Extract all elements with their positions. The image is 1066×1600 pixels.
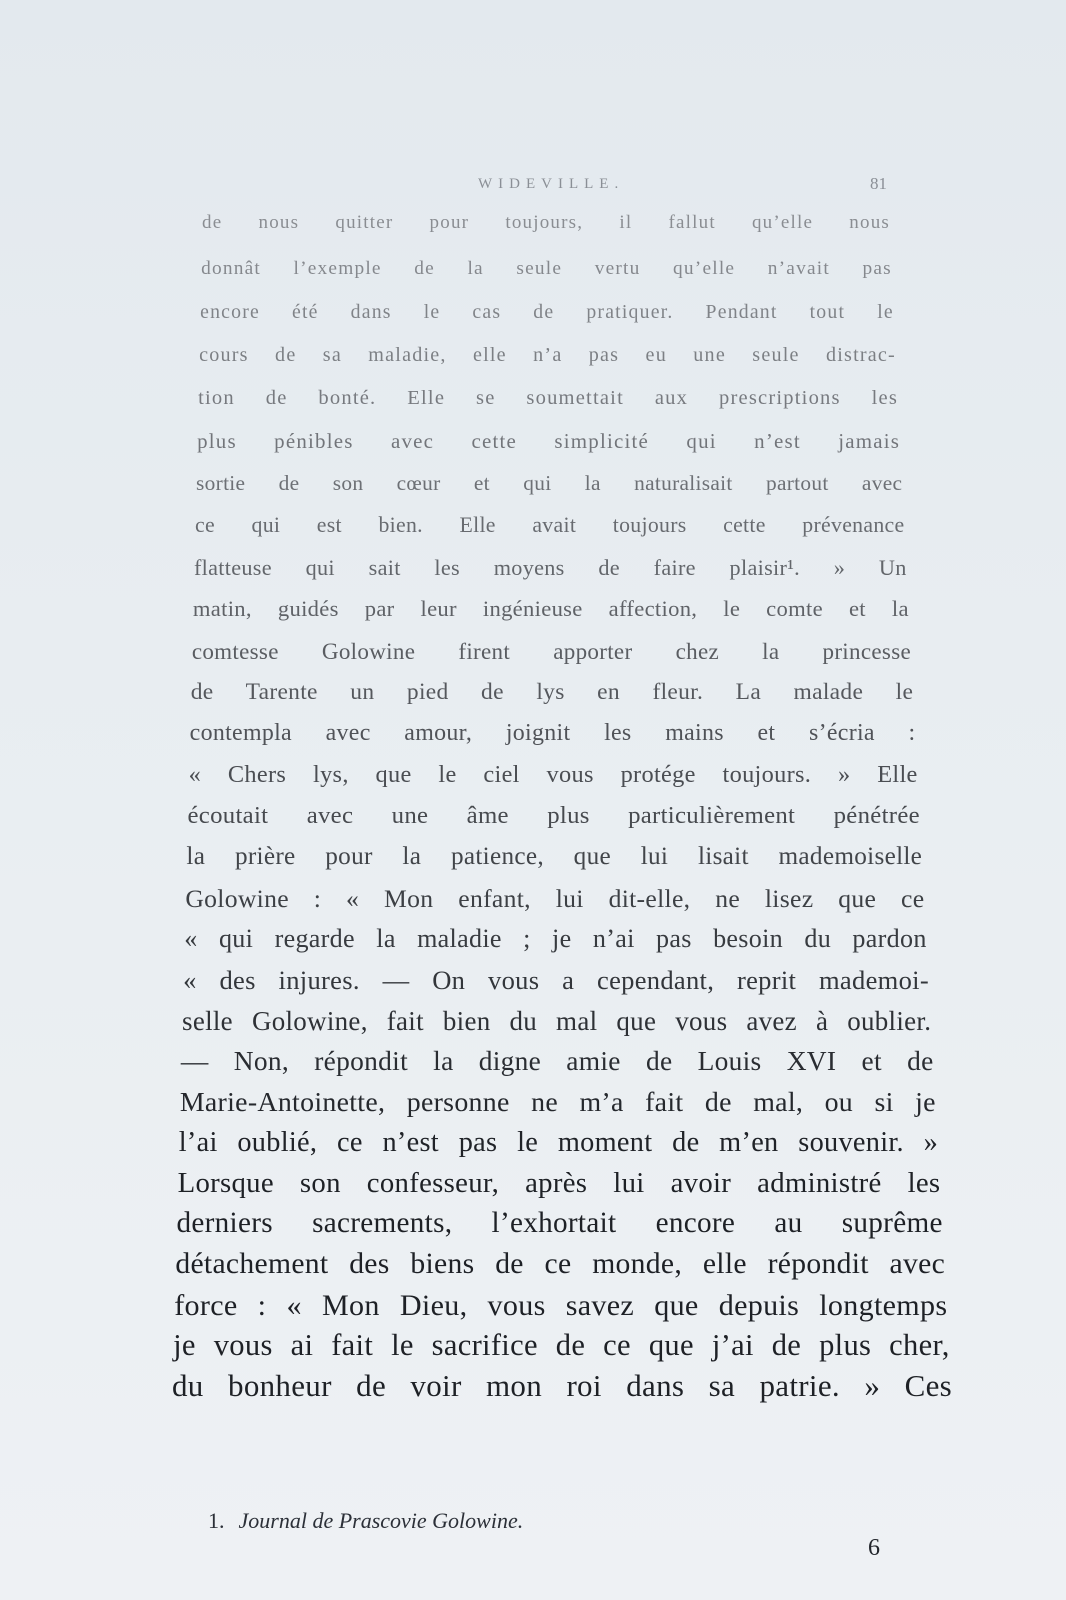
body-line: sortie de son cœur et qui la naturalisait partout avec	[196, 471, 903, 496]
body-line: encore été dans le cas de pratiquer. Pendant tout le	[200, 301, 894, 324]
body-line: ce qui est bien. Elle avait toujours cette prévenance	[195, 513, 905, 538]
body-line: selle Golowine, fait bien du mal que vous avez à oublier.	[182, 1005, 932, 1036]
body-line: de Tarente un pied de lys en fleur. La malade le	[190, 679, 914, 706]
body-line: force : « Mon Dieu, vous savez que depuis longtemps	[174, 1287, 948, 1322]
body-line: l’ai oublié, ce n’est pas le moment de m’en souvenir. »	[178, 1126, 939, 1158]
body-line: — Non, répondit la digne amie de Louis XVI et de	[180, 1046, 934, 1077]
body-line: « Chers lys, que le ciel vous protége toujours. » Elle	[188, 761, 918, 789]
body-line: écoutait avec une âme plus particulièrement pénétrée	[187, 802, 920, 830]
body-line: du bonheur de voir mon roi dans sa patrie. » Ces	[172, 1368, 952, 1403]
body-line: derniers sacrements, l’exhortait encore au suprême	[176, 1207, 943, 1240]
body-line: « qui regarde la maladie ; je n’ai pas besoin du pardon	[184, 924, 927, 954]
footnote-number: 1.	[208, 1508, 225, 1533]
body-line: comtesse Golowine firent apporter chez la princesse	[191, 637, 912, 664]
running-title: WIDEVILLE.	[478, 176, 625, 192]
body-line: de nous quitter pour toujours, il fallut qu’elle nous	[202, 212, 890, 233]
body-line: je vous ai fait le sacrifice de ce que j’ai de plus cher,	[173, 1327, 950, 1362]
body-line: contempla avec amour, joignit les mains et s’écria :	[189, 720, 916, 747]
footnote-text: Journal de Prascovie Golowine.	[238, 1508, 524, 1533]
body-line: donnât l’exemple de la seule vertu qu’elle n’avait pas	[201, 257, 892, 279]
body-line: Lorsque son confesseur, après lui avoir administré les	[177, 1167, 941, 1200]
page-number: 81	[870, 174, 887, 193]
body-line: Marie-Antoinette, personne ne m’a fait de mal, ou si je	[179, 1086, 936, 1118]
body-line: « des injures. — On vous a cependant, reprit mademoi-	[183, 965, 929, 996]
body-line: tion de bonté. Elle se soumettait aux prescriptions les	[198, 387, 899, 410]
body-line: plus pénibles avec cette simplicité qui n’est jamais	[197, 429, 901, 454]
body-line: flatteuse qui sait les moyens de faire plaisir¹. » Un	[193, 554, 907, 580]
signature-mark: 6	[868, 1535, 880, 1561]
body-line: cours de sa maladie, elle n’a pas eu une seule distrac-	[199, 344, 896, 367]
body-line: la prière pour la patience, que lui lisait mademoiselle	[186, 842, 923, 870]
body-line: détachement des biens de ce monde, elle répondit avec	[175, 1247, 946, 1280]
footnote	[208, 1508, 523, 1534]
body-line: Golowine : « Mon enfant, lui dit-elle, ne lisez que ce	[185, 883, 925, 913]
body-line: matin, guidés par leur ingénieuse affection, le comte et la	[192, 596, 909, 622]
